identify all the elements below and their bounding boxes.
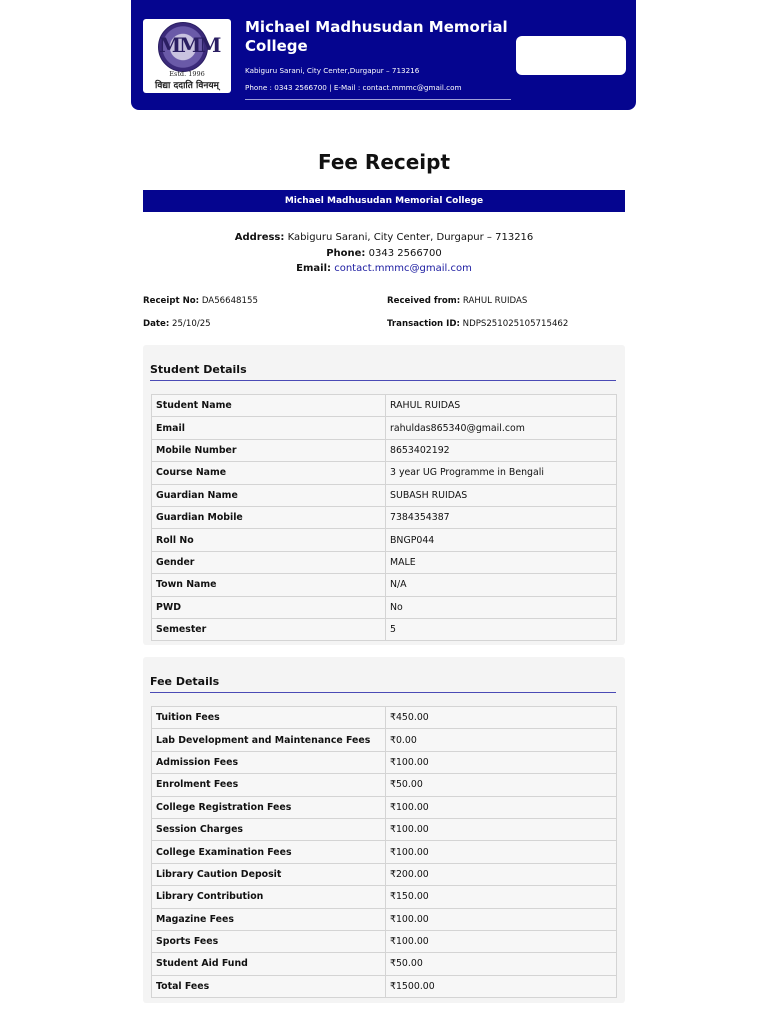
fee-detail-row: [152, 729, 617, 751]
student-detail-row-label: Mobile Number: [152, 439, 386, 461]
fee-detail-row: [152, 908, 617, 930]
address-line: [0, 232, 768, 243]
college-banner: Michael Madhusudan Memorial College: [143, 190, 625, 212]
header-blank-box: [516, 36, 626, 75]
student-detail-row-value: rahuldas865340@gmail.com: [386, 417, 617, 439]
fee-detail-row-label: Enrolment Fees: [152, 774, 386, 796]
logo-letters: MMM: [159, 33, 220, 57]
transaction-value: NDPS251025105715462: [462, 319, 569, 329]
received-from-value: RAHUL RUIDAS: [462, 296, 528, 306]
email-label: Email:: [296, 263, 332, 274]
fee-detail-row-value: ₹100.00: [386, 751, 617, 773]
college-contact: Phone : 0343 2566700 | E-Mail : contact.mmmc@gmail.com: [245, 83, 462, 92]
student-detail-row-label: Student Name: [152, 395, 386, 417]
fee-detail-row-value: ₹50.00: [386, 953, 617, 975]
fee-detail-row: [152, 975, 617, 997]
student-detail-row-label: Course Name: [152, 462, 386, 484]
receipt-no-label: Receipt No:: [143, 296, 200, 306]
fee-detail-row: [152, 953, 617, 975]
student-detail-row-label: Email: [152, 417, 386, 439]
college-address: Kabiguru Sarani, City Center,Durgapur – 713216: [245, 66, 420, 75]
fee-detail-row-label: Lab Development and Maintenance Fees: [152, 729, 386, 751]
address-value: Kabiguru Sarani, City Center, Durgapur – 713216: [287, 232, 534, 243]
student-detail-row: [152, 506, 617, 528]
receipt-no: [143, 296, 258, 306]
fee-detail-row: [152, 930, 617, 952]
student-detail-row-value: MALE: [386, 551, 617, 573]
fee-details-section: [143, 657, 625, 1003]
student-detail-row: [152, 395, 617, 417]
college-header: [131, 0, 636, 110]
fee-detail-row: [152, 707, 617, 729]
student-detail-row: [152, 529, 617, 551]
fee-detail-row-value: ₹0.00: [386, 729, 617, 751]
student-detail-row-label: Gender: [152, 551, 386, 573]
student-detail-row-value: No: [386, 596, 617, 618]
fee-detail-row-label: Total Fees: [152, 975, 386, 997]
student-detail-row-label: Guardian Mobile: [152, 506, 386, 528]
transaction-id: [387, 319, 568, 329]
student-detail-row: [152, 618, 617, 640]
fee-detail-row-value: ₹1500.00: [386, 975, 617, 997]
fee-detail-row-label: Library Contribution: [152, 886, 386, 908]
phone-value: 0343 2566700: [368, 248, 442, 259]
fee-detail-row-label: Magazine Fees: [152, 908, 386, 930]
fee-details-rule: [150, 692, 616, 693]
address-label: Address:: [234, 232, 285, 243]
student-detail-row: [152, 551, 617, 573]
fee-detail-row: [152, 818, 617, 840]
transaction-label: Transaction ID:: [387, 319, 460, 329]
fee-detail-row-label: Student Aid Fund: [152, 953, 386, 975]
student-details-section: [143, 345, 625, 645]
received-from-label: Received from:: [387, 296, 461, 306]
fee-detail-row-label: Admission Fees: [152, 751, 386, 773]
fee-detail-row-label: College Examination Fees: [152, 841, 386, 863]
fee-detail-row-label: Session Charges: [152, 818, 386, 840]
student-detail-row-value: 5: [386, 618, 617, 640]
date-value: 25/10/25: [172, 319, 211, 329]
logo-emblem: [158, 22, 220, 72]
fee-detail-row-value: ₹100.00: [386, 841, 617, 863]
student-detail-row: [152, 439, 617, 461]
fee-detail-row-value: ₹150.00: [386, 886, 617, 908]
fee-detail-row-value: ₹200.00: [386, 863, 617, 885]
student-detail-row-value: RAHUL RUIDAS: [386, 395, 617, 417]
fee-detail-row-label: Tuition Fees: [152, 707, 386, 729]
email-link[interactable]: contact.mmmc@gmail.com: [334, 263, 472, 274]
fee-detail-row: [152, 886, 617, 908]
student-detail-row-label: Town Name: [152, 574, 386, 596]
fee-detail-row-value: ₹50.00: [386, 774, 617, 796]
page-title: Fee Receipt: [317, 150, 451, 174]
logo-estd: Estd. 1996: [169, 70, 205, 78]
student-detail-row-label: Semester: [152, 618, 386, 640]
receipt-no-value: DA56648155: [201, 296, 258, 306]
student-detail-row-value: BNGP044: [386, 529, 617, 551]
student-detail-row-label: PWD: [152, 596, 386, 618]
student-detail-row-label: Guardian Name: [152, 484, 386, 506]
phone-line: [0, 248, 768, 259]
fee-detail-row-label: Library Caution Deposit: [152, 863, 386, 885]
fee-details-title: Fee Details: [150, 675, 220, 688]
phone-label: Phone:: [326, 248, 366, 259]
fee-detail-row: [152, 796, 617, 818]
student-detail-row-value: SUBASH RUIDAS: [386, 484, 617, 506]
fee-detail-row-value: ₹100.00: [386, 908, 617, 930]
student-detail-row: [152, 484, 617, 506]
student-detail-row: [152, 417, 617, 439]
fee-detail-row-value: ₹100.00: [386, 930, 617, 952]
student-details-title: Student Details: [150, 363, 247, 376]
fee-detail-row: [152, 751, 617, 773]
student-detail-row-value: 3 year UG Programme in Bengali: [386, 462, 617, 484]
fee-detail-row: [152, 841, 617, 863]
student-detail-row: [152, 596, 617, 618]
header-divider: [245, 99, 511, 100]
fee-detail-row-label: College Registration Fees: [152, 796, 386, 818]
received-from: [387, 296, 527, 306]
logo-motto: विद्या ददाति विनयम्: [155, 81, 219, 91]
receipt-date: [143, 319, 211, 329]
college-name: Michael Madhusudan Memorial College: [245, 18, 508, 55]
student-detail-row-label: Roll No: [152, 529, 386, 551]
student-detail-row-value: 8653402192: [386, 439, 617, 461]
fee-detail-row-label: Sports Fees: [152, 930, 386, 952]
college-logo: [143, 19, 231, 93]
fee-detail-row: [152, 774, 617, 796]
fee-detail-row-value: ₹100.00: [386, 796, 617, 818]
student-details-table: [151, 394, 617, 641]
student-details-rule: [150, 380, 616, 381]
student-detail-row-value: 7384354387: [386, 506, 617, 528]
fee-details-table: [151, 706, 617, 998]
fee-detail-row-value: ₹100.00: [386, 818, 617, 840]
email-line: [0, 263, 768, 274]
student-detail-row: [152, 574, 617, 596]
fee-detail-row-value: ₹450.00: [386, 707, 617, 729]
student-detail-row-value: N/A: [386, 574, 617, 596]
student-detail-row: [152, 462, 617, 484]
fee-detail-row: [152, 863, 617, 885]
date-label: Date:: [143, 319, 170, 329]
